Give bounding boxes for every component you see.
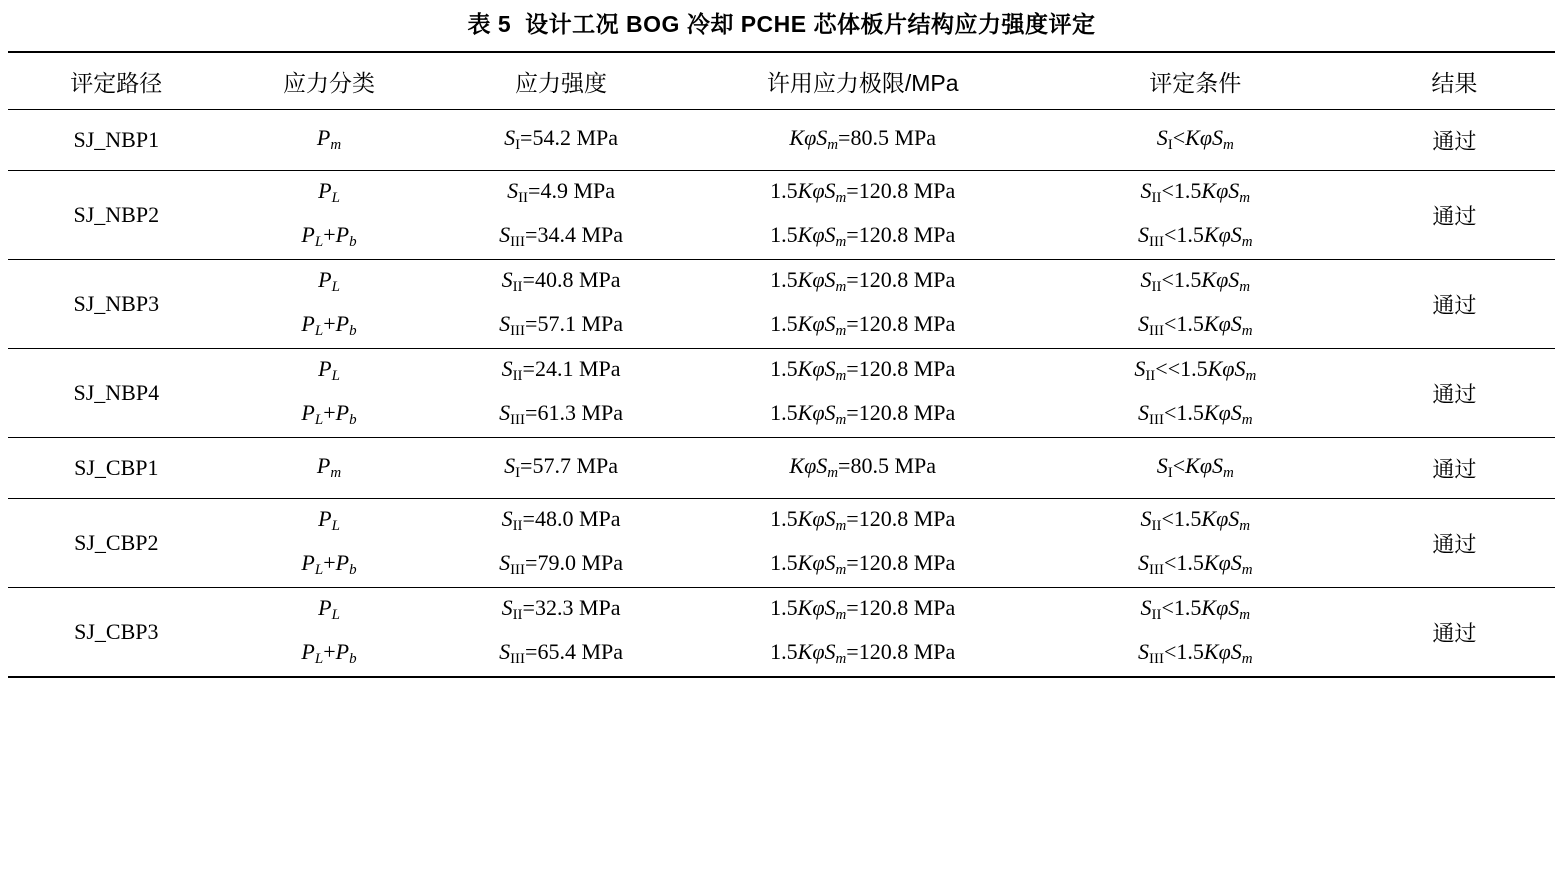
cell-condition: $S_{III}<1.5K\varphi S_m$ xyxy=(1138,400,1253,429)
cell-stress-intensity: $S_I=57.7$ MPa xyxy=(433,438,688,499)
bottom-rule xyxy=(8,677,1555,678)
table-row xyxy=(8,215,1555,260)
cell-allowable-limit: 1.5KφS$_m$=120.8 MPa xyxy=(689,588,1037,633)
cell-stress-class: $P_L+P_b$ xyxy=(301,639,357,668)
table-row xyxy=(8,543,1555,588)
cell-stress-intensity: $S_{III}=65.4$ MPa xyxy=(499,639,623,668)
cell-allowable-limit: 1.5KφS$_m$=120.8 MPa xyxy=(689,171,1037,216)
cell-allowable-limit: 1.5KφS$_m$=120.8 MPa xyxy=(689,499,1037,544)
table-row xyxy=(8,349,1555,394)
cell-condition: $S_{II}<1.5K\varphi S_m$ xyxy=(1037,171,1354,216)
cell-path: SJ_NBP1 xyxy=(73,127,160,152)
table-row xyxy=(8,438,1555,499)
cell-allowable-limit: 1.5KφS$_m$=120.8 MPa xyxy=(770,639,956,668)
table-row xyxy=(8,171,1555,216)
cell-condition: $S_{III}<1.5K\varphi S_m$ xyxy=(1138,311,1253,340)
cell-stress-class: $P_L$ xyxy=(225,349,434,394)
cell-path: SJ_CBP3 xyxy=(8,588,225,678)
cell-stress-class: $P_L$ xyxy=(225,260,434,305)
cell-stress-class: $P_L$ xyxy=(225,499,434,544)
table-row xyxy=(8,393,1555,438)
cell-path: SJ_CBP2 xyxy=(8,499,225,588)
cell-condition: $S_I<K\varphi S_m$ xyxy=(1037,438,1354,499)
cell-stress-class: $P_L+P_b$ xyxy=(301,222,357,251)
cell-allowable-limit: KφS$_m$=80.5 MPa xyxy=(789,125,937,154)
cell-stress-intensity: $S_{II}=40.8$ MPa xyxy=(433,260,688,305)
cell-stress-intensity: $S_{II}=48.0$ MPa xyxy=(433,499,688,544)
cell-allowable-limit: 1.5KφS$_m$=120.8 MPa xyxy=(770,311,956,340)
table-row xyxy=(8,110,1555,171)
cell-stress-class: $P_m$ xyxy=(225,438,434,499)
cell-condition: $S_{II}<<1.5K\varphi S_m$ xyxy=(1037,349,1354,394)
cell-path: SJ_NBP4 xyxy=(8,349,225,438)
table-header-row xyxy=(8,52,1555,110)
cell-result: 通过 xyxy=(1354,171,1555,260)
cell-allowable-limit: 1.5KφS$_m$=120.8 MPa xyxy=(770,222,956,251)
cell-condition: $S_{II}<1.5K\varphi S_m$ xyxy=(1037,588,1354,633)
cell-stress-intensity: $S_{III}=61.3$ MPa xyxy=(499,400,623,429)
cell-allowable-limit: 1.5KφS$_m$=120.8 MPa xyxy=(689,349,1037,394)
cell-stress-class: $P_L$ xyxy=(225,588,434,633)
cell-result: 通过 xyxy=(1432,128,1477,154)
cell-stress-intensity: $S_I=54.2$ MPa xyxy=(504,125,619,154)
cell-stress-intensity: $S_{II}=24.1$ MPa xyxy=(433,349,688,394)
cell-result: 通过 xyxy=(1354,260,1555,349)
cell-condition: $S_{II}<1.5K\varphi S_m$ xyxy=(1037,260,1354,305)
column-header-condition: 评定条件 xyxy=(1037,52,1354,110)
cell-condition: $S_{III}<1.5K\varphi S_m$ xyxy=(1138,550,1253,579)
cell-condition: $S_{II}<1.5K\varphi S_m$ xyxy=(1037,499,1354,544)
table-row xyxy=(8,304,1555,349)
cell-result: 通过 xyxy=(1354,438,1555,499)
table-caption-label: 表 5 xyxy=(467,11,512,37)
cell-result: 通过 xyxy=(1354,499,1555,588)
column-header-stress-class: 应力分类 xyxy=(225,52,434,110)
cell-stress-intensity: $S_{III}=57.1$ MPa xyxy=(499,311,623,340)
table-row xyxy=(8,588,1555,633)
cell-result: 通过 xyxy=(1354,349,1555,438)
cell-path: SJ_NBP2 xyxy=(8,171,225,260)
cell-allowable-limit: 1.5KφS$_m$=120.8 MPa xyxy=(689,260,1037,305)
cell-stress-intensity: $S_{II}=32.3$ MPa xyxy=(433,588,688,633)
cell-allowable-limit: 1.5KφS$_m$=120.8 MPa xyxy=(770,550,956,579)
table-body xyxy=(8,110,1555,679)
table-caption xyxy=(8,0,1555,51)
table-row xyxy=(8,499,1555,544)
cell-stress-class: $P_L+P_b$ xyxy=(301,550,357,579)
cell-stress-class: $P_m$ xyxy=(316,125,342,154)
column-header-allowable-limit: 许用应力极限/MPa xyxy=(689,52,1037,110)
cell-condition: $S_I<K\varphi S_m$ xyxy=(1156,125,1234,154)
cell-stress-class: $P_L$ xyxy=(225,171,434,216)
column-header-result: 结果 xyxy=(1354,52,1555,110)
cell-condition: $S_{III}<1.5K\varphi S_m$ xyxy=(1138,639,1253,668)
cell-stress-class: $P_L+P_b$ xyxy=(301,311,357,340)
cell-condition: $S_{III}<1.5K\varphi S_m$ xyxy=(1138,222,1253,251)
table-row xyxy=(8,632,1555,677)
cell-allowable-limit: 1.5KφS$_m$=120.8 MPa xyxy=(770,400,956,429)
cell-allowable-limit: KφS$_m$=80.5 MPa xyxy=(689,438,1037,499)
cell-stress-intensity: $S_{II}=4.9$ MPa xyxy=(433,171,688,216)
cell-path: SJ_NBP3 xyxy=(8,260,225,349)
stress-assessment-table xyxy=(8,51,1555,678)
column-header-path: 评定路径 xyxy=(8,52,225,110)
cell-result: 通过 xyxy=(1354,588,1555,678)
cell-stress-intensity: $S_{III}=79.0$ MPa xyxy=(499,550,623,579)
table-header xyxy=(8,52,1555,110)
table-row xyxy=(8,260,1555,305)
table-caption-title: 设计工况 BOG 冷却 PCHE 芯体板片结构应力强度评定 xyxy=(525,11,1096,37)
cell-path: SJ_CBP1 xyxy=(8,438,225,499)
table-bottom-rule xyxy=(8,677,1555,678)
cell-stress-class: $P_L+P_b$ xyxy=(301,400,357,429)
cell-stress-intensity: $S_{III}=34.4$ MPa xyxy=(499,222,623,251)
column-header-stress-intensity: 应力强度 xyxy=(433,52,688,110)
